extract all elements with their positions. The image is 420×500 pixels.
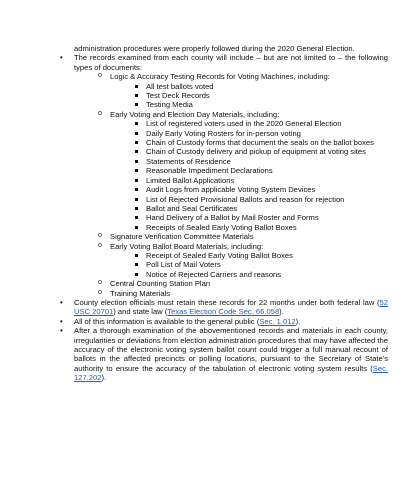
link-sec-127-202[interactable]: Sec. 127.202 — [74, 363, 388, 383]
retention-text-before: County election officials must retain these records for 22 months under both federal law ( — [74, 297, 380, 307]
list-item: Chain of Custody forms that document the seals on the ballot boxes — [134, 138, 388, 147]
list-item: Statements of Residence — [134, 157, 388, 166]
list-item: Testing Media — [134, 100, 388, 109]
link-sec-1-012[interactable]: Sec. 1.012 — [259, 316, 296, 326]
list-item: Receipts of Sealed Early Voting Ballot Boxes — [134, 223, 388, 232]
list-item: Notice of Rejected Carriers and reasons — [134, 270, 388, 279]
list-item: List of registered voters used in the 2020 General Election — [134, 119, 388, 128]
list-item: Poll List of Mail Voters — [134, 260, 388, 269]
recount-bullet — [58, 326, 388, 382]
records-bullet-text: The records examined from each county will include – but are not limited to – the following types of documents: — [74, 53, 388, 72]
link-52-usc-20701[interactable]: 52 USC 20701 — [74, 297, 388, 317]
group-items — [134, 251, 388, 279]
public-text-before: All of this information is available to the general public ( — [74, 316, 260, 326]
group-title: Signature Verification Committee Materials — [110, 232, 254, 242]
group-early-voting-election-day — [98, 110, 388, 232]
group-logic-accuracy — [98, 72, 388, 110]
list-item: Limited Ballot Applications — [134, 176, 388, 185]
group-ballot-board — [98, 242, 388, 280]
recount-text-before: After a thorough examination of the abovementioned records and materials in each county, irregularities or deviations from election administration procedures that may have affected the accuracy of the electronic voting system ballot count could trigger a full manual recount of ballots in the affected precincts or polling locations, pursuant to the Secretary of State's authority to ensure the accuracy of the tabulation of electronic voting system results ( — [74, 326, 388, 373]
list-item: Reasonable Impediment Declarations — [134, 166, 388, 175]
group-items — [134, 82, 388, 110]
group-central-counting — [98, 279, 388, 288]
list-item: Audit Logs from applicable Voting System Devices — [134, 185, 388, 194]
recount-text-after: ). — [101, 373, 107, 383]
group-title: Central Counting Station Plan — [110, 279, 211, 289]
list-item: Daily Early Voting Rosters for in-person voting — [134, 129, 388, 138]
group-title: Early Voting Ballot Board Materials, including: — [110, 241, 264, 251]
document-type-list — [98, 72, 388, 298]
retention-bullet — [58, 298, 388, 317]
list-item: List of Rejected Provisional Ballots and reason for rejection — [134, 195, 388, 204]
main-bullet-list — [58, 53, 388, 382]
retention-text-after: ). — [279, 307, 284, 317]
link-texas-election-code-66-058[interactable]: Texas Election Code Sec. 66.058 — [167, 307, 280, 317]
list-item: All test ballots voted — [134, 82, 388, 91]
records-bullet — [58, 53, 388, 298]
list-item: Hand Delivery of a Ballot by Mail Roster and Forms — [134, 213, 388, 222]
group-title: Logic & Accuracy Testing Records for Voting Machines, including: — [110, 72, 330, 82]
list-item: Test Deck Records — [134, 91, 388, 100]
public-availability-bullet — [58, 317, 388, 326]
list-item: Receipt of Sealed Early Voting Ballot Boxes — [134, 251, 388, 260]
group-title: Early Voting and Election Day Materials, including: — [110, 109, 280, 119]
list-item: Chain of Custody delivery and pickup of equipment at voting sites — [134, 147, 388, 156]
public-text-after: ). — [295, 316, 301, 326]
retention-text-middle: ) and state law ( — [113, 307, 168, 317]
group-items — [134, 119, 388, 232]
group-training — [98, 289, 388, 298]
intro-paragraph: administration procedures were properly followed during the 2020 General Election. — [74, 44, 355, 53]
document-body — [58, 44, 388, 383]
group-signature-verification — [98, 232, 388, 241]
group-title: Training Materials — [110, 288, 171, 298]
list-item: Ballot and Seal Certificates — [134, 204, 388, 213]
